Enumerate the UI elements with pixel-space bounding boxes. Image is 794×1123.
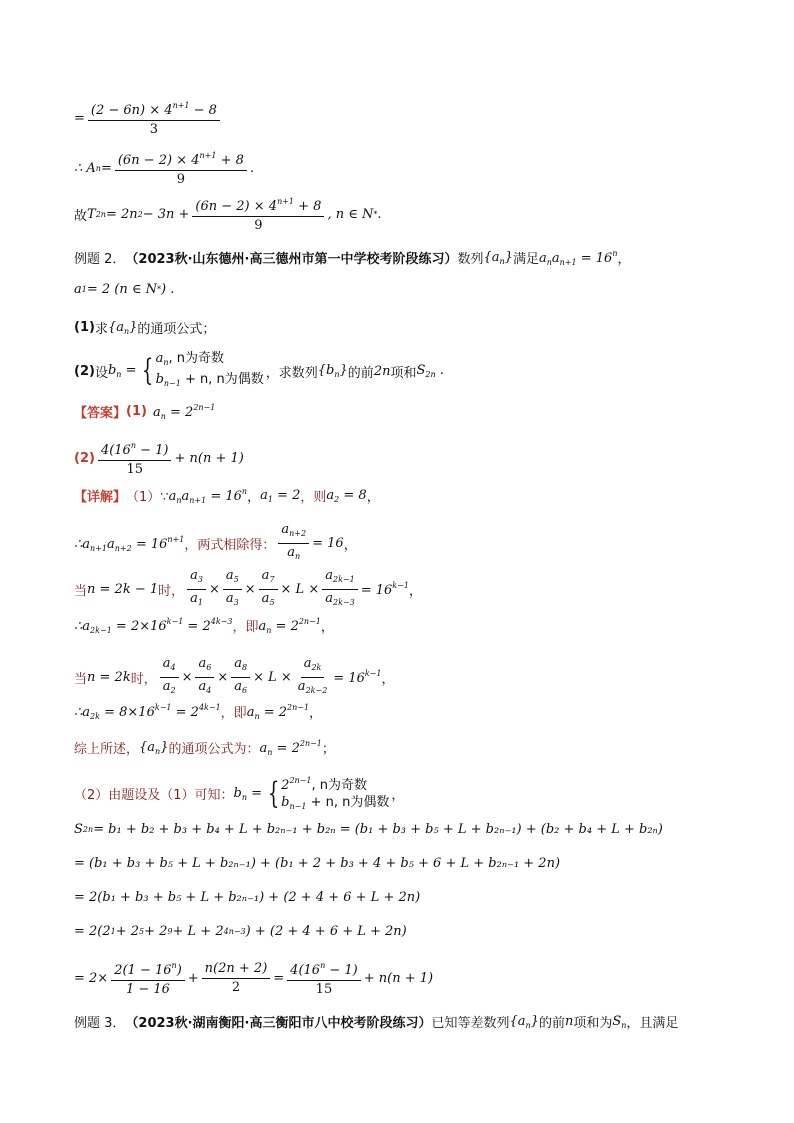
detail-line-6: $\therefore a_{2k} = 8\times 16^{k-1} = 2^{4k-1}$ ，即 $a_n = 2^{2n-1}$ ， xyxy=(74,702,323,721)
example-3-source: （2023秋·湖南衡阳·高三衡阳市八中校考阶段练习） xyxy=(125,1016,432,1031)
sum-line-2: = (b₁ + b₃ + b₅ + L + b₂ₙ₋₁) + (b₁ + 2 + b₃ + 4 + b₅ + 6 + L + b₂ₙ₋₁ + 2n) xyxy=(74,856,561,871)
answer-2: (2) $\frac{4(16^n - 1)}{15}$ + n(n + 1) xyxy=(74,438,244,478)
answer-1: 【答案】 (1) $a_n = 2^{2n-1}$ xyxy=(74,402,216,421)
sum-line-1: S 2n = b₁ + b₂ + b₃ + b₄ + L + b₂ₙ₋₁ + b₂ₙ = (b₁ + b₃ + b₅ + L + b₂ₙ₋₁) + (b₂ + b₄ + L + b₂ₙ) xyxy=(74,822,663,837)
fraction: $\frac{2(1 - 16^n)}{1 - 16}$ xyxy=(111,958,185,998)
example-2-condition: a 1 = 2 (n ∈ N * ) . xyxy=(74,282,175,297)
detail-line-3: 当 n = 2k − 1 时， $\frac{a_3}{a_1}$ × $\frac{a_5}{a_3}$ × $\frac{a_7}{a_5}$ × L × $\frac{a_{2k-1}}{a_{2k-3}}$ = $16^{k-1}$ ， xyxy=(74,568,422,607)
sum-line-5: = 2× $\frac{2(1 - 16^n)}{1 - 16}$ + $\frac{n(2n + 2)}{2}$ = $\frac{4(16^n - 1)}{15}$ + n(n + 1) xyxy=(74,958,433,998)
formula-line-1: = $\frac{(2 - 6n) \times 4^{n+1} - 8}{3}$ xyxy=(74,98,223,138)
detail-tag: 【详解】 xyxy=(74,490,127,505)
answer-tag: 【答案】 xyxy=(74,406,127,421)
detail-line-8: （2）由题设及（1）可知： $b_n$ = { $2^{2n-1}$, n为奇数 $b_{n-1} + n$, n为偶数 ， xyxy=(74,772,404,815)
sum-line-4: = 2(2 1 + 2 5 + 2 9 + L + 2 4n−3 ) + (2 + 4 + 6 + L + 2n) xyxy=(74,924,407,939)
fraction: $\frac{a_{n+2}}{a_n}$ xyxy=(278,522,309,565)
formula-line-3: 故 T 2n = 2n 2 − 3n + $\frac{(6n - 2) \times 4^{n+1} + 8}{9}$ , n ∈ N * . xyxy=(74,194,382,234)
fraction: $\frac{4(16^n - 1)}{15}$ xyxy=(287,958,361,998)
sum-line-3: = 2(b₁ + b₃ + b₅ + L + b₂ₙ₋₁) + (2 + 4 + 6 + L + 2n) xyxy=(74,890,421,905)
example-2-source: （2023秋·山东德州·高三德州市第一中学校考阶段练习） xyxy=(125,252,458,267)
detail-line-1: 【详解】 （1）∵ $a_na_{n+1} = 16^n$ ， $a_1 = 2$ ，则 $a_2 = 8$ ， xyxy=(74,486,380,505)
detail-line-2: $\therefore a_{n+1}a_{n+2} = 16^{n+1}$ ，两式相除得： $\frac{a_{n+2}}{a_n}$ = 16 ， xyxy=(74,522,357,565)
fraction: $\frac{(2 - 6n) \times 4^{n+1} - 8}{3}$ xyxy=(88,98,220,138)
fraction: $\frac{4(16^n - 1)}{15}$ xyxy=(98,438,172,478)
piecewise: { $a_n$, n为奇数 $b_{n-1} + n$, n为偶数 xyxy=(142,351,264,388)
example-2-heading: 例题 2． （2023秋·山东德州·高三德州市第一中学校考阶段练习） 数列 $\{a_n\}$ 满足 $a_na_{n+1} = 16^n$ ， xyxy=(74,248,631,267)
fraction: $\frac{n(2n + 2)}{2}$ xyxy=(202,961,271,996)
question-1: (1) 求 $\{a_n\}$ 的通项公式； xyxy=(74,319,216,337)
formula-line-2: ∴ A n = $\frac{(6n - 2) \times 4^{n+1} + 8}{9}$ . xyxy=(74,148,254,188)
piecewise: { $2^{2n-1}$, n为奇数 $b_{n-1} + n$, n为偶数 xyxy=(267,775,390,811)
fraction: $\frac{(6n - 2) \times 4^{n+1} + 8}{9}$ xyxy=(115,148,247,188)
example-3-heading: 例题 3． （2023秋·湖南衡阳·高三衡阳市八中校考阶段练习） 已知等差数列 $\{a_n\}$ 的前 n 项和为 $S_n$ ，且满足 xyxy=(74,1013,679,1031)
detail-line-7: 综上所述， $\{a_n\}$ 的通项公式为： $a_n = 2^{2n-1}$ ； xyxy=(74,738,335,757)
detail-line-4: $\therefore a_{2k-1} = 2\times 16^{k-1} = 2^{4k-3}$ ，即 $a_n = 2^{2n-1}$ ， xyxy=(74,616,334,635)
question-2: (2) 设 $b_n$ = { $a_n$, n为奇数 $b_{n-1} + n$, n为偶数 ，求数列 $\{b_n\}$ 的前 2n 项和 $S_{2n}$ . xyxy=(74,350,444,392)
fraction: $\frac{(6n - 2) \times 4^{n+1} + 8}{9}$ xyxy=(192,194,324,234)
detail-line-5: 当 n = 2k 时， $\frac{a_4}{a_2}$ × $\frac{a_6}{a_4}$ × $\frac{a_8}{a_6}$ × L × $\frac{a_{2k}}{a_{2k-2}}$ = $16^{k-1}$ ， xyxy=(74,656,395,695)
